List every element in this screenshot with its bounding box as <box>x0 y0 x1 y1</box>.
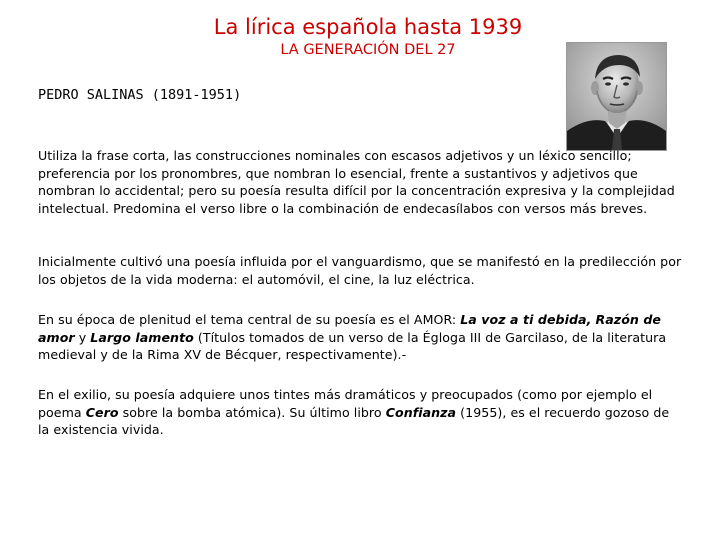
text-segment: y <box>74 329 91 345</box>
text-segment: En su época de plenitud el tema central de su poesía es el AMOR: <box>38 312 461 327</box>
work-title: Cero <box>85 404 119 420</box>
author-heading: PEDRO SALINAS (1891-1951) <box>38 87 242 103</box>
text-segment: (Títulos tomados de un verso de la Égloga III de Garcilaso, de la literatura medieval y de la Rima XV de Bécquer, respectivamente).- <box>38 329 667 363</box>
work-title: La voz a ti debida, <box>460 312 592 327</box>
page-subtitle: LA GENERACIÓN DEL 27 <box>280 42 456 58</box>
text-segment: sobre la bomba atómica). Su último libro <box>118 404 386 420</box>
paragraph-vanguard: Inicialmente cultivó una poesía influida por el vanguardismo, que se manifestó en la predilección por los objetos de la vida moderna: el automóvil, el cine, la luz eléctrica. <box>38 254 682 287</box>
text-segment: En el exilio, su poesía adquiere unos tintes más dramáticos y preocupados (como por ejemplo el poema <box>38 387 653 420</box>
text-segment: (1955), es el recuerdo gozoso de la existencia vivida. <box>38 404 670 438</box>
page-title: La lírica española hasta 1939 <box>213 15 523 39</box>
paragraph-exile <box>38 386 683 439</box>
author-portrait <box>566 42 667 151</box>
paragraph-love-theme <box>38 311 683 364</box>
work-title: Razón de amor <box>38 312 661 345</box>
paragraph-style: Utiliza la frase corta, las construcciones nominales con escasos adjetivos y un léxico sencillo; preferencia por los pronombres, que nombran lo esencial, frente a sustantivos y adjetivos que nombran lo accidental; pero su poesía resulta difícil por la concentración expresiva y la complejidad intelectual. Predomina el verso libre o la combinación de endecasílabos con versos más breves. <box>38 148 675 216</box>
work-title: Largo lamento <box>90 329 194 345</box>
work-title: Confianza <box>385 404 457 420</box>
